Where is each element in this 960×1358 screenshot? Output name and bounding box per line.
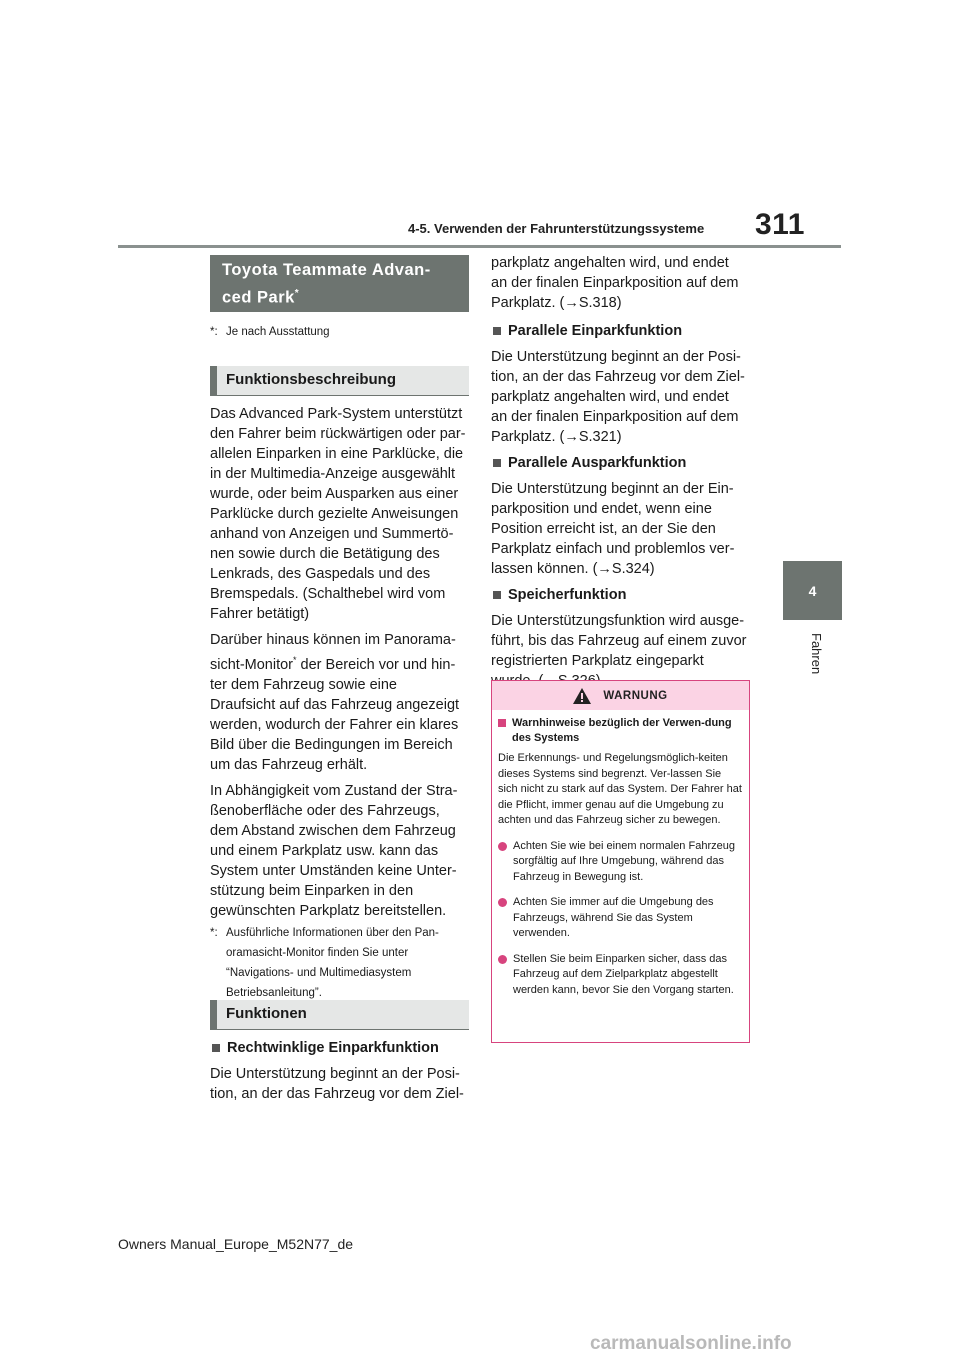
warning-item-text: Achten Sie wie bei einem normalen Fahrzeug sorgfältig auf Ihre Umgebung, während das Fahrzeug in Bewegung ist. [513,839,735,883]
parallel-aus-heading [491,453,753,473]
text-line: Parkplatz einfach und problemlos ver- [491,541,735,557]
warning-triangle-icon [573,688,591,704]
parallel-ein-text [491,347,753,447]
warning-item-text: Achten Sie immer auf die Umgebung des Fahrzeugs, während Sie das System verwenden. [513,896,714,939]
page-title [210,255,469,312]
text-line: nen sowie durch die Betätigung des [210,546,440,562]
footer: Owners Manual_Europe_M52N77_de [118,1236,354,1252]
text-line: Betriebsanleitung”. [226,986,322,999]
text-line: ter dem Fahrzeug sowie eine [210,676,397,693]
text-line: parkplatz angehalten wird, und endet [491,255,729,271]
text-line: in der Multimedia-Anzeige ausgewählt [210,466,456,482]
watermark: carmanualsonline.info [590,1333,792,1354]
warning-box [491,680,750,1043]
text-line: ßenoberfläche oder des Fahrzeugs, [210,802,440,819]
text-line: oramasicht-Monitor finden Sie unter [226,946,409,959]
text-line: Das Advanced Park-System unterstützt [210,406,463,422]
text-line: der Bereich vor und hin- [296,656,456,673]
text-line: anhand von Anzeigen und Summertö- [210,526,454,542]
text-line: allelen Einparken in eine Parklücke, die [210,446,464,462]
parallel-aus-text [491,479,753,579]
text-line: tion, an der das Fahrzeug vor dem Ziel- [210,1086,464,1102]
parallel-ein-heading [491,321,753,341]
description-block [210,404,472,1003]
text-line: Ausführliche Informationen über den Pan- [226,926,439,939]
text-line: werden, wodurch der Fahrer ein klares [210,716,459,733]
warning-item-text: Stellen Sie beim Einparken sicher, dass das Fahrzeug auf dem Zielparkplatz abgestellt werden kann, bevor Sie den Vorgang starten. [513,952,734,996]
page-number: 311 [755,208,805,241]
text-line: stützung beim Einparken in den [210,882,414,899]
page-ref[interactable]: lassen können. (→S.324) [491,561,655,577]
text-line: Position erreicht ist, an der Sie den [491,521,716,537]
bullet-dot-icon [498,955,507,964]
footnote-text: Je nach Ausstattung [226,326,330,338]
bullet-dot-icon [498,898,507,907]
text-line: parkposition und endet, wenn eine [491,501,712,517]
text-line: Die Unterstützung beginnt an der Posi- [210,1066,460,1082]
title-asterisk: * [294,288,300,299]
warning-title-text: Warnhinweise bezüglich der Verwen-dung des Systems [512,717,732,744]
text-line: führt, bis das Fahrzeug auf einem zuvor [491,633,747,649]
rechtwinklig-text-left [210,1064,472,1104]
warning-item [498,895,743,942]
section-funktionsbeschreibung: Funktionsbeschreibung [210,366,469,396]
rechtwinklig-heading [210,1038,472,1058]
text-line: parkplatz angehalten wird, und endet [491,389,729,405]
square-bullet-icon [493,327,501,335]
warning-text: Die Erkennungs- und Regelungsmöglich-keiten dieses Systems sind begrenzt. Ver-lassen Sie sich nicht zu stark auf das System. Der Fahrer hat die Pflicht, immer genau auf die Umgebung zu achten und das Fahrzeug sicher zu bewegen. [498,752,742,826]
square-bullet-icon [493,591,501,599]
footnote-marker: *: [210,326,218,338]
text-line: gewünschten Parkplatz bereitstellen. [210,902,447,919]
rechtwinklig-block [210,1038,472,1104]
bullet-dot-icon [498,842,507,851]
monitor-asterisk: * [293,655,297,665]
warning-label: WARNUNG [603,689,668,702]
square-bullet-icon [498,719,506,727]
speicher-text [491,611,753,691]
text-line: tion, an der das Fahrzeug vor dem Ziel- [491,369,745,385]
text-line: dem Abstand zwischen dem Fahrzeug [210,822,456,839]
header-rule [118,245,841,248]
warning-title [498,716,743,745]
footnote-marker: *: [210,926,218,939]
text-line: In Abhängigkeit vom Zustand der Stra- [210,782,458,799]
text-line: und einem Parkplatz usw. kann das [210,842,439,859]
heading-text: Parallele Einparkfunktion [508,323,683,339]
title-footnote [210,322,469,342]
para2 [210,630,472,775]
section-funktionen: Funktionen [210,1000,469,1030]
text-line: Fahrer betätigt) [210,606,310,622]
text-line: System unter Umständen keine Unter- [210,862,457,879]
page-ref[interactable]: Parkplatz. (→S.318) [491,295,622,311]
text-line: sicht-Monitor [210,656,293,673]
text-line: Darüber hinaus können im Panorama- [210,632,456,648]
text-line: um das Fahrzeug erhält. [210,756,368,773]
text-line: Die Unterstützungsfunktion wird ausge- [491,613,745,629]
text-line: den Fahrer beim rückwärtigen oder par- [210,426,466,442]
running-header: 4-5. Verwenden der Fahrunterstützungssysteme [408,221,705,236]
heading-text: Parallele Ausparkfunktion [508,455,687,471]
text-line: Bild über die Bedingungen im Bereich [210,736,453,753]
warning-item [498,952,743,999]
speicher-heading [491,585,753,605]
square-bullet-icon [212,1044,220,1052]
heading-text: Rechtwinklige Einparkfunktion [227,1040,439,1056]
para1 [210,404,472,624]
warning-item [498,839,743,886]
text-line: Parklücke durch gezielte Anweisungen [210,506,459,522]
text-line: an der finalen Einparkposition auf dem [491,275,739,291]
right-column [491,253,753,691]
text-line: Die Unterstützung beginnt an der Ein- [491,481,734,497]
rechtwinklig-text-right [491,253,753,313]
text-line: wurde, oder beim Ausparken aus einer [210,486,459,502]
text-line: Draufsicht auf das Fahrzeug angezeigt [210,696,460,713]
text-line: Die Unterstützung beginnt an der Posi- [491,349,741,365]
footnote-text [226,923,439,1003]
warning-header [492,681,749,710]
square-bullet-icon [493,459,501,467]
para3 [210,781,472,921]
text-line: Lenkrads, des Gaspedals und des [210,566,431,582]
text-line: registrierten Parkplatz eingeparkt [491,653,704,669]
text-line: Bremspedals. (Schalthebel wird vom [210,586,446,602]
warning-body [492,710,749,998]
heading-text: Speicherfunktion [508,587,627,603]
page-title-text: Toyota Teammate Advan-ced Park [222,261,431,307]
monitor-footnote [210,923,472,1003]
chapter-label: Fahren [809,633,824,675]
page-ref[interactable]: Parkplatz. (→S.321) [491,429,622,445]
text-line: an der finalen Einparkposition auf dem [491,409,739,425]
chapter-tab: 4 [783,561,842,620]
text-line: “Navigations- und Multimediasystem [226,966,412,979]
